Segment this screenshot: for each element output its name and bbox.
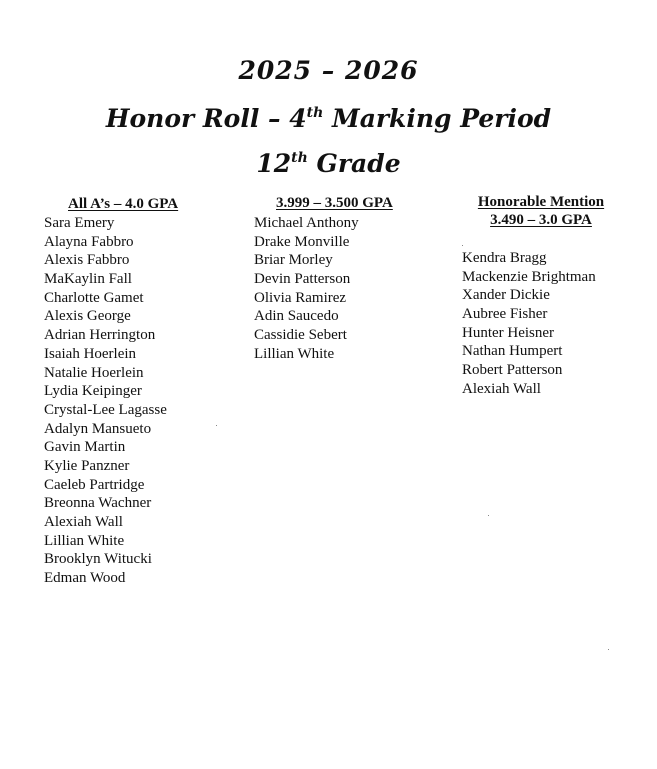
- list-item: Brooklyn Witucki: [44, 551, 152, 568]
- list-item: Cassidie Sebert: [254, 327, 347, 344]
- list-item: Xander Dickie: [462, 287, 550, 304]
- list-item: Sara Emery: [44, 215, 115, 231]
- grade-title: [0, 149, 657, 178]
- column-subheading: 3.490 – 3.0 GPA: [490, 212, 592, 228]
- ordinal-suffix: th: [306, 105, 324, 121]
- list-item: Robert Patterson: [462, 362, 563, 379]
- list-item: Lydia Keipinger: [44, 383, 142, 400]
- list-item: Alayna Fabbro: [44, 233, 134, 250]
- list-item: MaKaylin Fall: [44, 271, 132, 288]
- list-item: Alexis Fabbro: [44, 252, 130, 269]
- list-item: Crystal-Lee Lagasse: [44, 401, 167, 418]
- honor-roll-title: [0, 104, 657, 133]
- grade-number: 12: [256, 149, 292, 178]
- list-item: Natalie Hoerlein: [44, 364, 144, 381]
- list-item: Alexiah Wall: [462, 380, 541, 397]
- scan-speck: [488, 515, 489, 516]
- list-item: Isaiah Hoerlein: [44, 345, 137, 362]
- marking-period-label: Marking Period: [323, 104, 552, 133]
- list-item: Olivia Ramirez: [254, 289, 347, 306]
- list-item: Aubree Fisher: [462, 306, 548, 323]
- column-heading: All A’s – 4.0 GPA: [68, 196, 179, 212]
- name-list: [44, 214, 214, 588]
- list-item: Breonna Wachner: [44, 495, 152, 512]
- list-item: Hunter Heisner: [462, 324, 555, 341]
- list-item: Lillian White: [254, 345, 335, 362]
- list-item: Nathan Humpert: [462, 343, 563, 360]
- column-honorable-mention: [462, 193, 652, 399]
- list-item: Kendra Bragg: [462, 250, 547, 266]
- list-item: Devin Patterson: [254, 271, 351, 288]
- list-item: Alexis George: [44, 308, 131, 325]
- list-item: Gavin Martin: [44, 439, 126, 456]
- list-item: Caeleb Partridge: [44, 476, 145, 493]
- list-item: Mackenzie Brightman: [462, 268, 596, 285]
- name-list: [462, 249, 652, 399]
- list-item: Adrian Herrington: [44, 327, 156, 344]
- list-item: Michael Anthony: [254, 215, 359, 231]
- grade-ordinal-suffix: th: [291, 150, 308, 166]
- list-item: Drake Monville: [254, 233, 350, 250]
- scan-speck: [216, 425, 217, 426]
- list-item: Adalyn Mansueto: [44, 420, 152, 437]
- list-item: Kylie Panzner: [44, 457, 130, 474]
- column-high-gpa: [254, 194, 424, 364]
- column-all-as: [44, 195, 214, 588]
- scan-speck: [462, 245, 463, 246]
- column-heading: Honorable Mention: [477, 194, 605, 210]
- grade-word: Grade: [307, 149, 401, 178]
- school-year-title: 2025 – 2026: [238, 56, 419, 85]
- list-item: Charlotte Gamet: [44, 289, 144, 306]
- name-list: [254, 214, 424, 364]
- list-item: Lillian White: [44, 532, 125, 549]
- honor-roll-prefix: Honor Roll – 4: [105, 104, 307, 133]
- list-item: Briar Morley: [254, 252, 333, 269]
- list-item: Adin Saucedo: [254, 308, 339, 325]
- column-heading: 3.999 – 3.500 GPA: [276, 195, 393, 211]
- list-item: Alexiah Wall: [44, 514, 123, 530]
- list-item: Edman Wood: [44, 570, 126, 587]
- scan-speck: [608, 649, 609, 650]
